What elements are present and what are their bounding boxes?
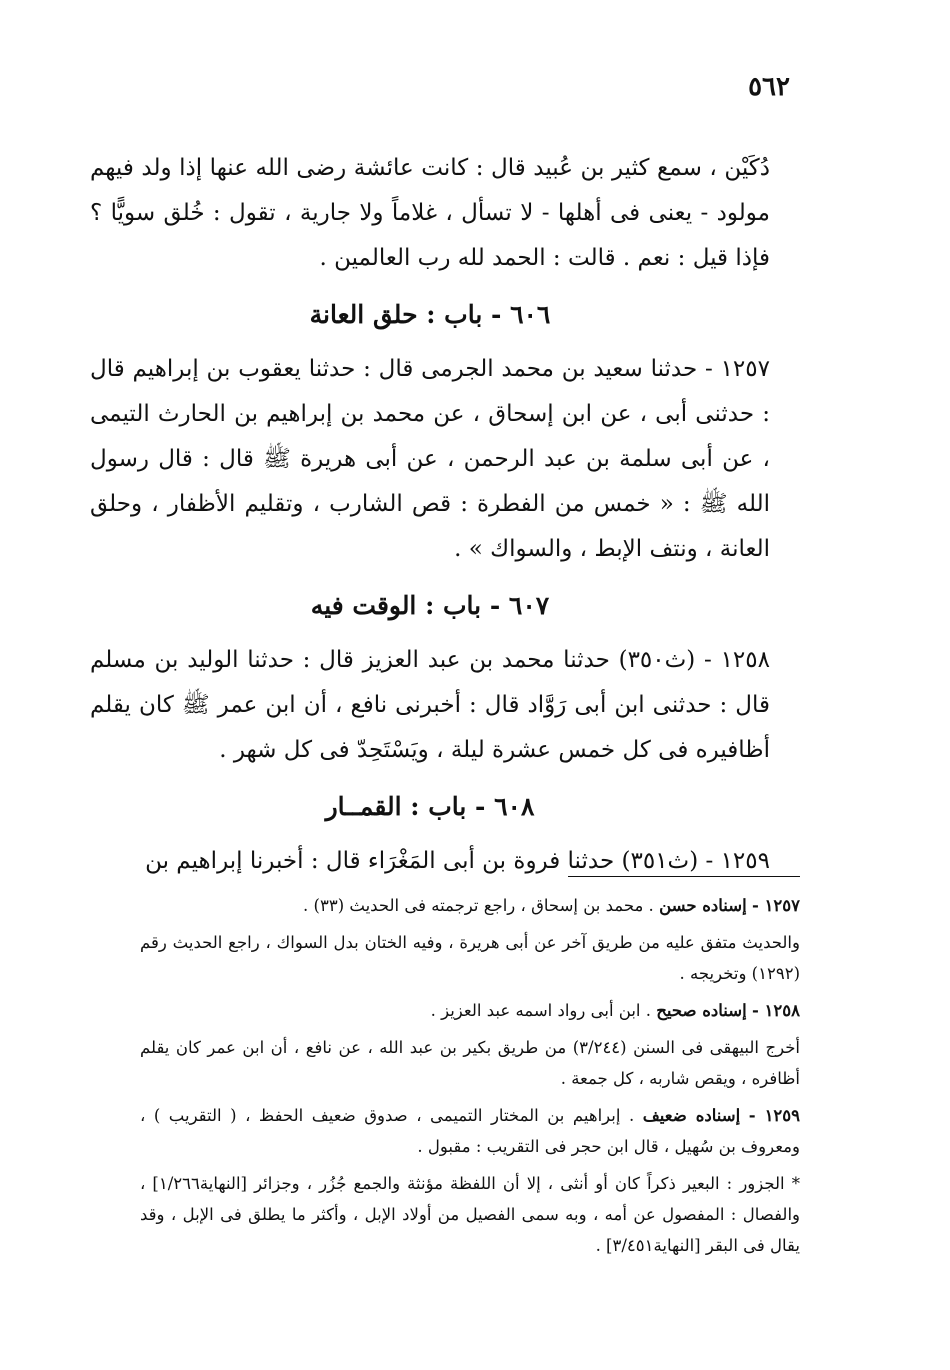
hadith-1259: ١٢٥٩ - (ث٣٥١) حدثنا فروة بن أبى المَغْرَاء قال : أخبرنا إبراهيم بن [145, 848, 770, 874]
chapter-heading-608: ٦٠٨ - باب : القمــار [325, 792, 535, 821]
footnote-text: . محمد بن إسحاق ، راجع ترجمته فى الحديث (٣٣) . [303, 896, 654, 915]
footnote-1258-continued: أخرج البيهقى فى السنن (٣/٢٤٤) من طريق بكير بن عبد الله ، عن نافع ، أن ابن عمر كان يقلم أظافره ، ويقص شاربه ، كل جمعة . [140, 1038, 800, 1088]
footnote-1257-continued: والحديث متفق عليه من طريق آخر عن أبى هريرة ، وفيه الختان بدل السواك ، راجع الحديث رقم (١٢٩٢) وتخريجه . [140, 933, 800, 983]
footnote-glossary: * الجزور : البعير ذكراً كان أو أنثى ، إلا أن اللفظة مؤنثة والجمع جُزُر ، وجزائر [النهاية١/٢٦٦] ، والفصال : المفصول عن أمه ، وبه سمى الفصيل من أولاد الإبل ، وأكثر ما يطلق فى الإبل ، وقد يقال فى البقر [النهاية٣/٤٥١] . [140, 1174, 800, 1255]
footnote-divider [568, 876, 800, 877]
footnote-text: . إبراهيم بن المختار التميمى ، صدوق ضعيف الحفظ ، ( التقريب ) ، ومعروف بن سُهيل ، قال ابن حجر فى التقريب : مقبول . [140, 1106, 800, 1156]
footnote-number: ١٢٥٧ - [751, 896, 800, 915]
footnote-grade: إسناده ضعيف [642, 1106, 741, 1125]
footnote-1259 [140, 1100, 800, 1162]
footnotes [140, 890, 800, 1267]
footnote-text: . ابن أبى رواد اسمه عبد العزيز . [430, 1001, 651, 1020]
footnote-1257 [140, 890, 800, 921]
footnote-grade: إسناده حسن [659, 896, 747, 915]
footnote-number: ١٢٥٩ - [748, 1106, 801, 1125]
intro-paragraph: دُكَيْن ، سمع كثير بن عُبيد قال : كانت عائشة رضى الله عنها إذا ولد فيهم مولود - يعنى فى أهلها - لا تسأل ، غلاماً ولا جارية ، تقول : خُلق سويًّا ؟ فإذا قيل : نعم . قالت : الحمد لله رب العالمين . [90, 155, 770, 271]
hadith-1258: ١٢٥٨ - (ث٣٥٠) حدثنا محمد بن عبد العزيز قال : حدثنا الوليد بن مسلم قال : حدثنى ابن أبى رَوَّاد قال : أخبرنى نافع ، أن ابن عمر ﷺ كان يقلم أظافيره فى كل خمس عشرة ليلة ، ويَسْتَحِدّ فى كل شهر . [90, 647, 770, 763]
chapter-heading-606: ٦٠٦ - باب : حلق العانة [309, 300, 551, 329]
main-text [90, 146, 770, 884]
footnote-1258 [140, 995, 800, 1026]
footnote-number: ١٢٥٨ - [751, 1001, 800, 1020]
footnote-grade: إسناده صحيح [656, 1001, 747, 1020]
chapter-heading-607: ٦٠٧ - باب : الوقت فيه [310, 591, 550, 620]
hadith-1257: ١٢٥٧ - حدثنا سعيد بن محمد الجرمى قال : حدثنا يعقوب بن إبراهيم قال : حدثنى أبى ، عن ابن إسحاق ، عن محمد بن إبراهيم بن الحارث التيمى ، عن أبى سلمة بن عبد الرحمن ، عن أبى هريرة ﷺ قال : قال رسول الله ﷺ : « خمس من الفطرة : قص الشارب ، وتقليم الأظفار ، وحلق العانة ، ونتف الإبط ، والسواك » . [90, 356, 770, 562]
page-number: ٥٦٢ [748, 72, 790, 102]
